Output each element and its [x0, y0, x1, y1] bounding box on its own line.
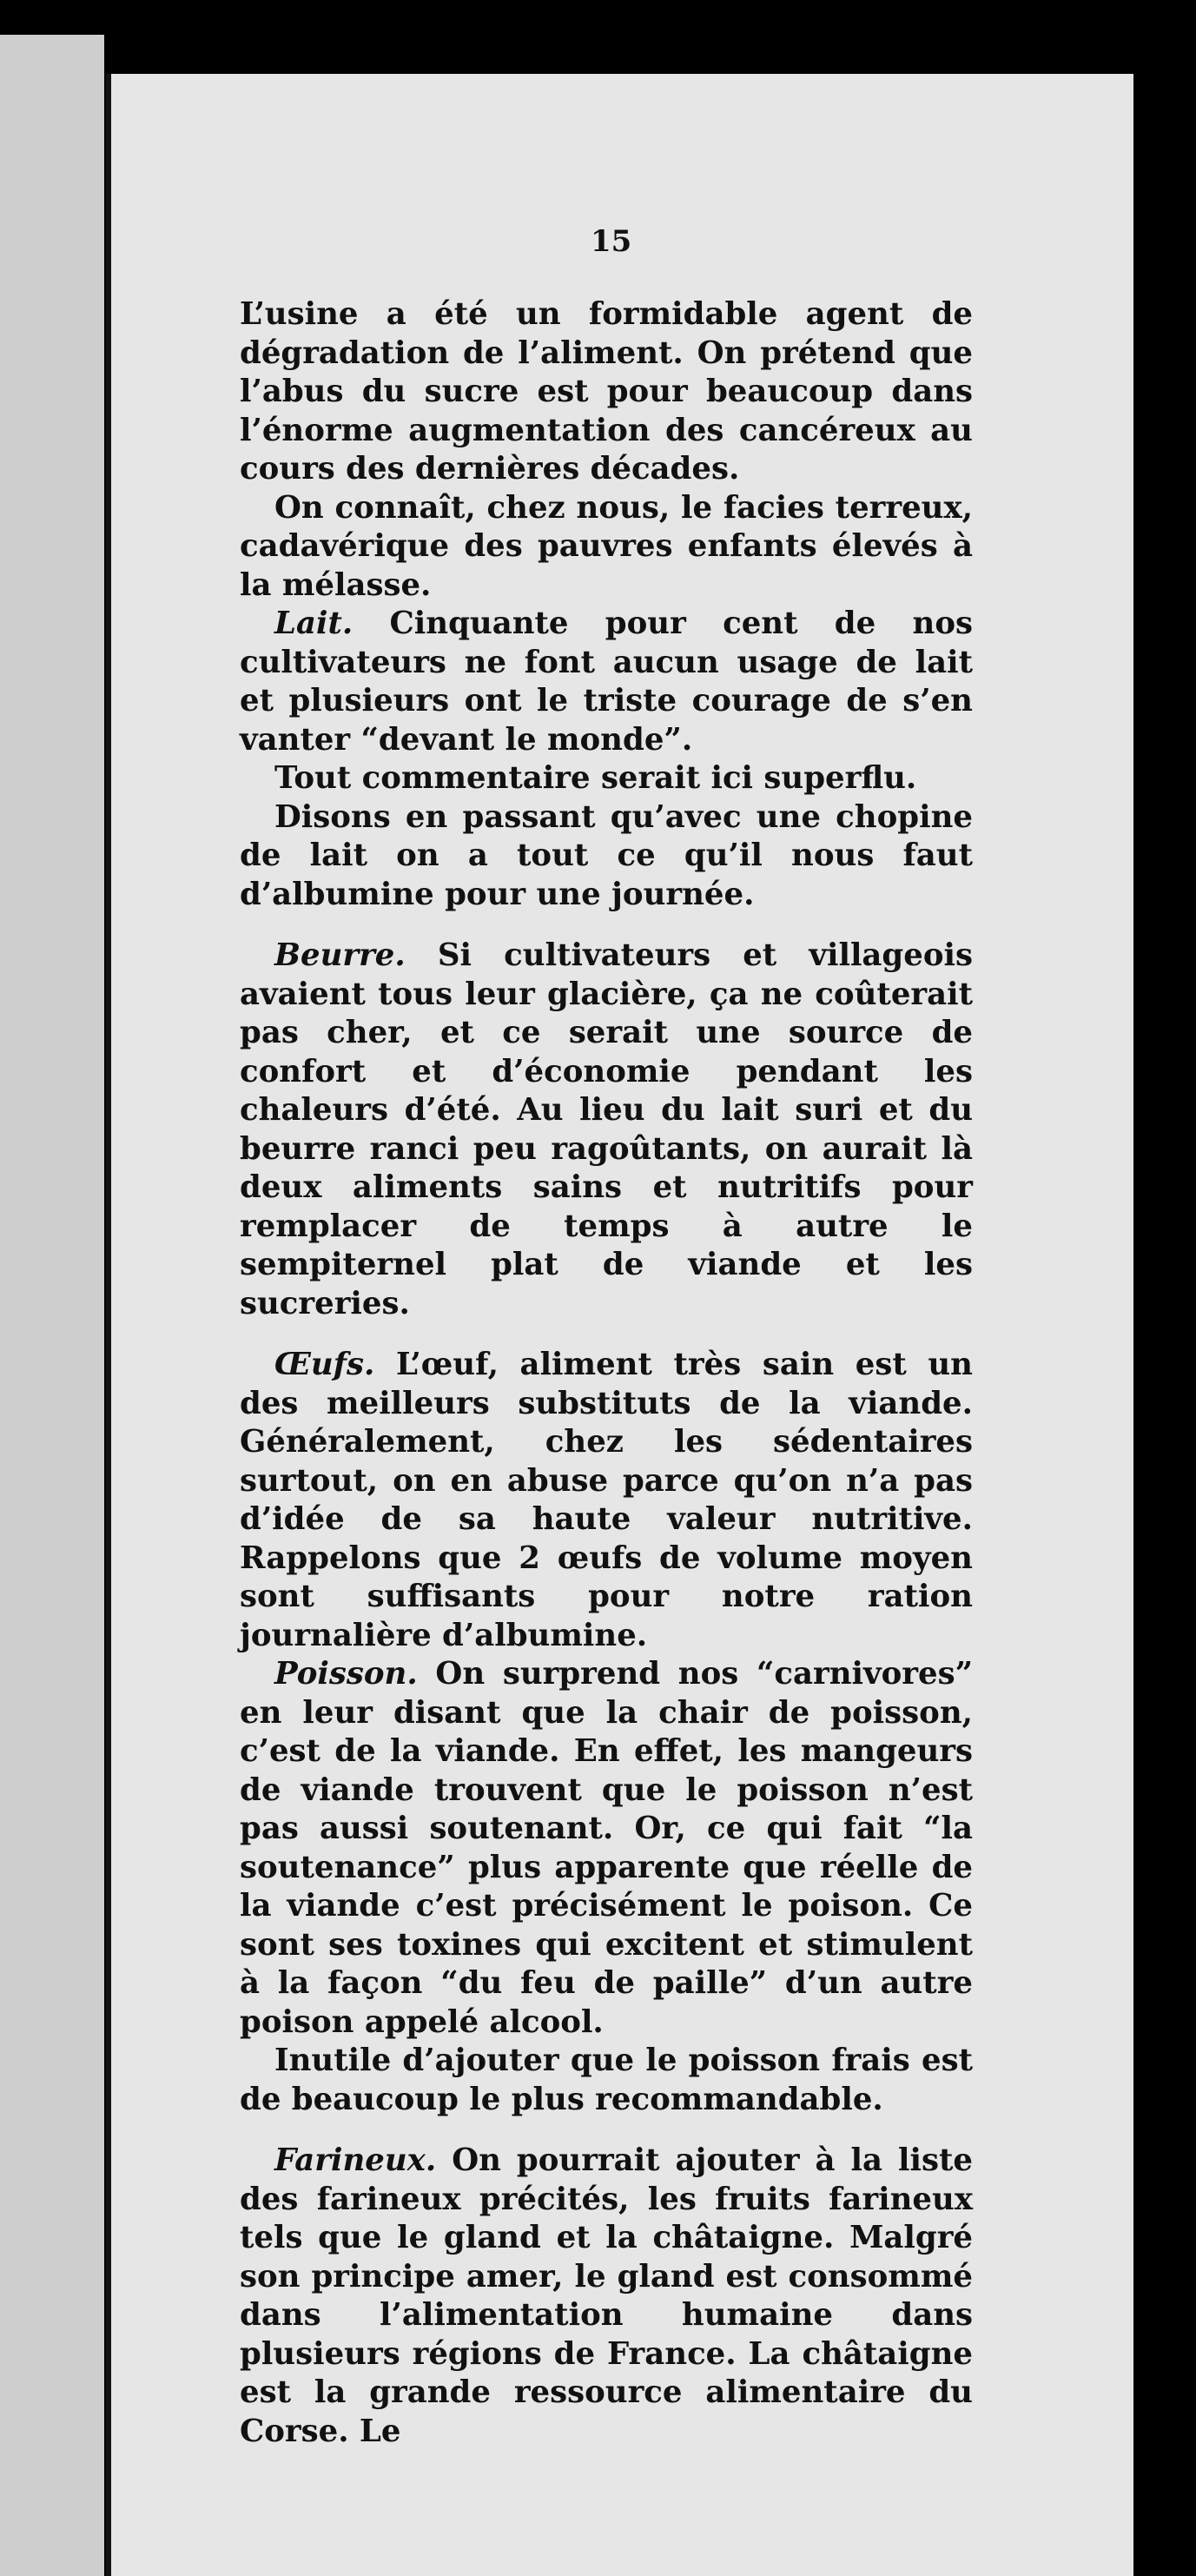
paragraph: Farineux. On pourrait ajouter à la liste des farineux précités, les fruits farineux tels que le gland et la châtaigne. Malgré son principe amer, le gland est consommé dans l’alimentation humaine dans plusieurs régions de France. La châtaigne est la grande ressource alimentaire du Corse. Le: [240, 2142, 973, 2449]
paragraph: Beurre. Si cultivateurs et villageois avaient tous leur glacière, ça ne coûterait pas cher, et ce serait une source de confort et d’économie pendant les chaleurs d’été. Au lieu du lait suri et du beurre ranci peu ragoûtants, on aurait là deux aliments sains et nutritifs pour remplacer de temps à autre le sempiternel plat de viande et les sucreries.: [240, 937, 973, 1321]
page-number: 15: [591, 224, 632, 259]
section-heading: Lait.: [274, 606, 354, 641]
paragraph: Inutile d’ajouter que le poisson frais est de beaucoup le plus recommandable.: [240, 2043, 973, 2117]
paragraph: Disons en passant qu’avec une chopine de lait on a tout ce qu’il nous faut d’albumine pour une journée.: [240, 798, 973, 912]
paragraph: Lait. Cinquante pour cent de nos cultivateurs ne font aucun usage de lait et plusieurs ont le triste courage de s’en vanter “devant le monde”.: [240, 606, 973, 758]
paragraph: On connaît, chez nous, le facies terreux, cadavérique des pauvres enfants élevés à la mélasse.: [240, 489, 973, 603]
section-heading: Beurre.: [274, 937, 406, 973]
paragraph: Tout commentaire serait ici superflu.: [274, 760, 917, 796]
left-page-edge: [0, 35, 104, 2576]
section-heading: Œufs.: [274, 1347, 375, 1382]
section-heading: Poisson.: [274, 1656, 418, 1692]
section-heading: Farineux.: [274, 2142, 437, 2178]
body-text: [240, 295, 973, 2451]
paragraph: L’usine a été un formidable agent de dégradation de l’aliment. On prétend que l’abus du sucre est pour beaucoup dans l’énorme augmentation des cancéreux au cours des dernières décades.: [240, 296, 973, 487]
paragraph: Poisson. On surprend nos “carnivores” en leur disant que la chair de poisson, c’est de la viande. En effet, les mangeurs de viande trouvent que le poisson n’est pas aussi soutenant. Or, ce qui fait “la soutenance” plus apparente que réelle de la viande c’est précisément le poison. Ce sont ses toxines qui excitent et stimulent à la façon “du feu de paille” d’un autre poison appelé alcool.: [240, 1656, 973, 2040]
paragraph: Œufs. L’œuf, aliment très sain est un des meilleurs substituts de la viande. Généralement, chez les sédentaires surtout, on en abuse parce qu’on n’a pas d’idée de sa haute valeur nutritive. Rappelons que 2 œufs de volume moyen sont suffisants pour notre ration journalière d’albumine.: [240, 1347, 973, 1653]
